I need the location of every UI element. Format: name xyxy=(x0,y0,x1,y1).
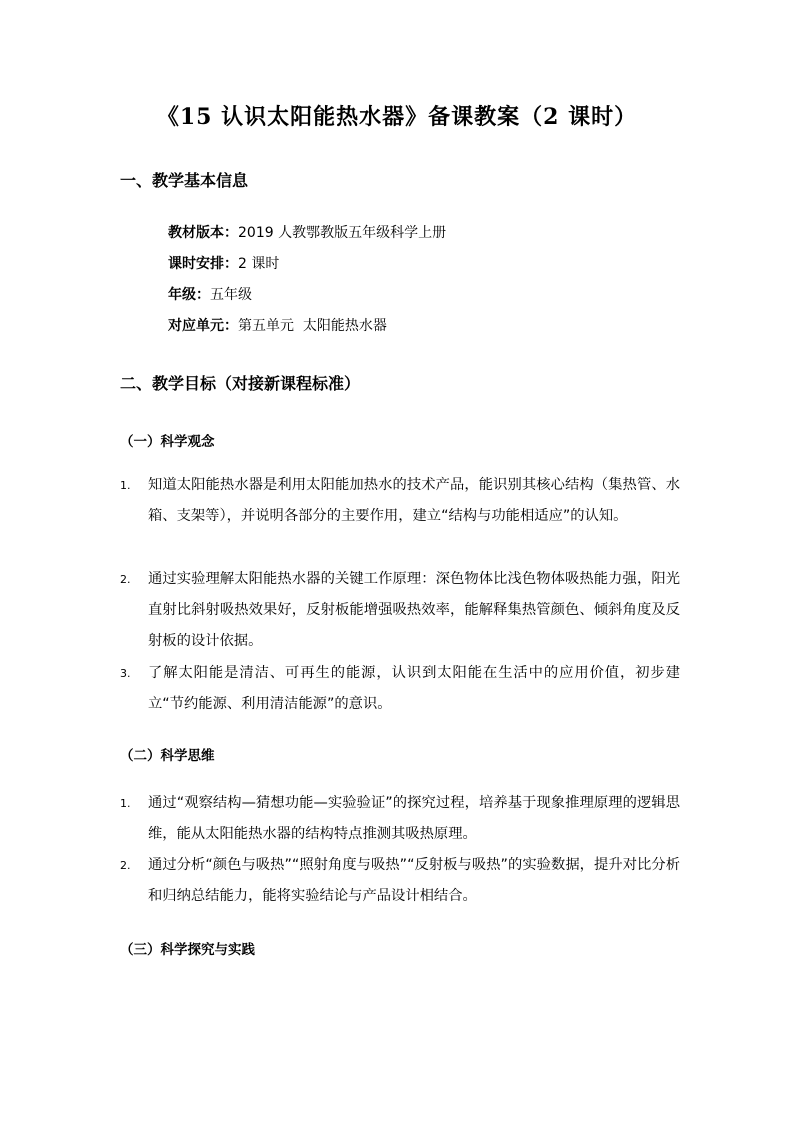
list-item xyxy=(120,564,680,657)
list-number: 2. xyxy=(120,859,131,872)
subsection-heading-inquiry-practice: （三）科学探究与实践 xyxy=(120,942,255,958)
section-heading-objectives: 二、教学目标（对接新课程标准） xyxy=(120,374,361,393)
info-value: 2 课时 xyxy=(238,256,280,272)
subsection-heading-science-concepts: （一）科学观念 xyxy=(120,434,215,450)
section-heading-basic-info: 一、教学基本信息 xyxy=(120,171,249,190)
list-text: 通过实验理解太阳能热水器的关键工作原理：深色物体比浅色物体吸热能力强，阳光直射比斜射吸热效果好，反射板能增强吸热效率，能解释集热管颜色、倾斜角度及反射板的设计依据。 xyxy=(148,571,680,649)
info-key: 教材版本： xyxy=(168,225,238,241)
info-key: 年级： xyxy=(168,287,210,303)
info-value: 2019 人教鄂教版五年级科学上册 xyxy=(238,225,447,241)
subsection-heading-science-thinking: （二）科学思维 xyxy=(120,748,215,764)
info-row-textbook xyxy=(168,223,446,243)
list-text: 通过分析“颜色与吸热”“照射角度与吸热”“反射板与吸热”的实验数据，提升对比分析和归纳总结能力，能将实验结论与产品设计相结合。 xyxy=(148,857,680,904)
list-number: 1. xyxy=(120,797,131,810)
list-text: 通过“观察结构—猜想功能—实验验证”的探究过程，培养基于现象推理原理的逻辑思维，能从太阳能热水器的结构特点推测其吸热原理。 xyxy=(148,795,680,842)
list-item xyxy=(120,788,680,850)
info-value: 五年级 xyxy=(210,287,252,303)
list-number: 3. xyxy=(120,667,131,680)
info-row-grade xyxy=(168,285,252,305)
info-value: 第五单元 太阳能热水器 xyxy=(238,318,387,334)
info-row-lessons xyxy=(168,254,279,274)
list-item xyxy=(120,658,680,720)
list-item xyxy=(120,470,680,532)
list-item xyxy=(120,850,680,912)
info-key: 对应单元： xyxy=(168,318,238,334)
info-row-unit xyxy=(168,316,387,336)
list-text: 知道太阳能热水器是利用太阳能加热水的技术产品，能识别其核心结构（集热管、水箱、支架等），并说明各部分的主要作用，建立“结构与功能相适应”的认知。 xyxy=(148,477,680,524)
info-key: 课时安排： xyxy=(168,256,238,272)
list-number: 1. xyxy=(120,479,131,492)
list-text: 了解太阳能是清洁、可再生的能源，认识到太阳能在生活中的应用价值，初步建立“节约能源、利用清洁能源”的意识。 xyxy=(148,665,680,712)
list-number: 2. xyxy=(120,573,131,586)
document-title: 《15 认识太阳能热水器》备课教案（2 课时） xyxy=(156,104,638,130)
